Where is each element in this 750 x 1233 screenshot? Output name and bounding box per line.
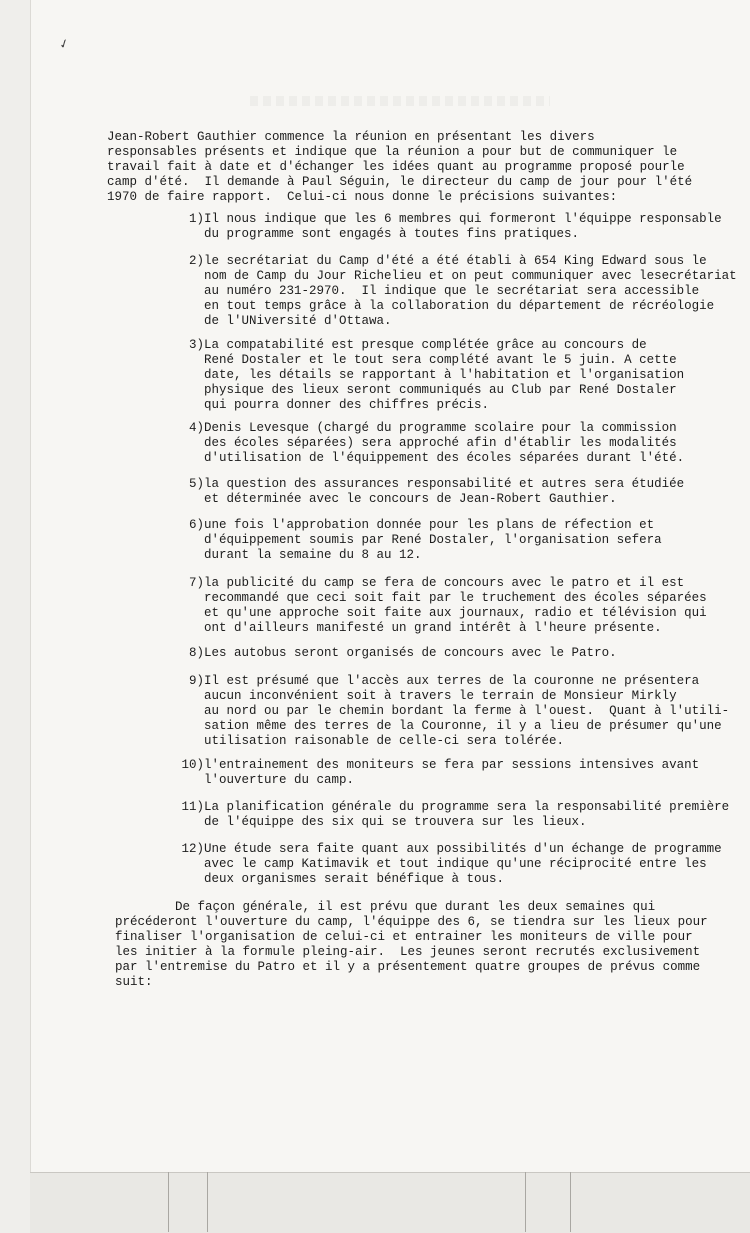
list-item [176,576,707,635]
list-item [176,477,685,522]
scanner-edge-line [207,1172,208,1232]
item-number: 5) [188,477,204,491]
item-number: 8) [188,646,204,660]
list-item [176,842,722,887]
item-number: 1) [188,212,204,226]
item-number: 9) [188,674,204,688]
item-text: Les autobus seront organisés de concours avec le Patro. [204,646,617,660]
item-number: 10) [181,758,204,772]
list-item [176,421,685,466]
list-item [176,518,662,563]
item-text: une fois l'approbation donnée pour les plans de réfection et d'équippement soumis par René Dostaler, l'organisation sefera durant la semaine du 8 au 12. [204,518,662,562]
list-item [176,254,737,328]
pen-mark-icon: ✓ [57,36,72,54]
list-item [176,800,730,845]
item-text: La compatabilité est presque complétée grâce au concours de René Dostaler et le tout sera complété avant le 5 juin. A cette date, les détails se rapportant à l'habitation et l'organisation physique des lieux seront communiqués au Club par René Dostaler qui pourra donner des chiffres précis. [204,338,685,412]
item-text: Il est présumé que l'accès aux terres de la couronne ne présentera aucun inconvénient soit à travers le terrain de Monsieur Mirkly au nord ou par le chemin bordant la ferme à l'ouest. Quant à l'utili- sation même des terres de la Couronne, il y a lieu de présumer qu'une utilisation raisonable de celle-ci sera tolérée. [204,674,730,748]
item-text: La planification générale du programme sera la responsabilité première de l'équippe des six qui se trouvera sur les lieux. [204,800,730,829]
item-number: 12) [181,842,204,856]
closing-paragraph: De façon générale, il est prévu que durant les deux semaines qui précéderont l'ouverture du camp, l'équippe des 6, se tiendra sur les lieux pour finaliser l'organisation de celui-ci et entrainer les moniteurs de ville pour les initier à la formule pleing-air. Les jeunes seront recrutés exclusivement par l'entremise du Patro et il y a présentement quatre groupes de prévus comme suit: [115,900,708,989]
intro-paragraph: Jean-Robert Gauthier commence la réunion en présentant les divers responsables présents et indique que la réunion a pour but de communiquer le travail fait à date et d'échanger les idées quant au programme proposé pourle camp d'été. Il demande à Paul Séguin, le directeur du camp de jour pour l'été 1970 de faire rapport. Celui-ci nous donne le précisions suivantes: [107,130,693,204]
item-number: 7) [188,576,204,590]
bleed-through-mark [250,96,550,106]
item-number: 2) [188,254,204,268]
item-text: l'entrainement des moniteurs se fera par sessions intensives avant l'ouverture du camp. [204,758,700,787]
list-item [176,674,730,748]
item-number: 4) [188,421,204,435]
item-text: le secrétariat du Camp d'été a été établi à 654 King Edward sous le nom de Camp du Jour Richelieu et on peut communiquer avec lesecrétariat au numéro 231-2970. Il indique que le secrétariat sera accessible en tout temps grâce à la collaboration du département de récréologie de l'UNiversité d'Ottawa. [204,254,737,328]
item-text: Denis Levesque (chargé du programme scolaire pour la commission des écoles séparées) sera approché afin d'établir les modalités d'utilisation de l'équippement des écoles séparées durant l'été. [204,421,685,465]
scanner-edge-line [525,1172,526,1232]
list-item [176,758,700,803]
scanner-bed-strip [30,1172,750,1233]
item-number: 3) [188,338,204,352]
item-text: la question des assurances responsabilité et autres sera étudiée et déterminée avec le concours de Jean-Robert Gauthier. [204,477,685,506]
item-text: Une étude sera faite quant aux possibilités d'un échange de programme avec le camp Katimavik et tout indique qu'une réciprocité entre les deux organismes serait bénéfique à tous. [204,842,722,886]
list-item [176,338,685,412]
list-item [176,212,722,257]
item-number: 11) [181,800,204,814]
scanner-edge-line [168,1172,169,1232]
item-text: la publicité du camp se fera de concours avec le patro et il est recommandé que ceci soit fait par le truchement des écoles séparées et qu'une approche soit faite aux journaux, radio et télévision qui ont d'ailleurs manifesté un grand intérêt à l'heure présente. [204,576,707,635]
scanner-edge-line [570,1172,571,1232]
item-text: Il nous indique que les 6 membres qui formeront l'équippe responsable du programme sont engagés à toutes fins pratiques. [204,212,722,241]
item-number: 6) [188,518,204,532]
